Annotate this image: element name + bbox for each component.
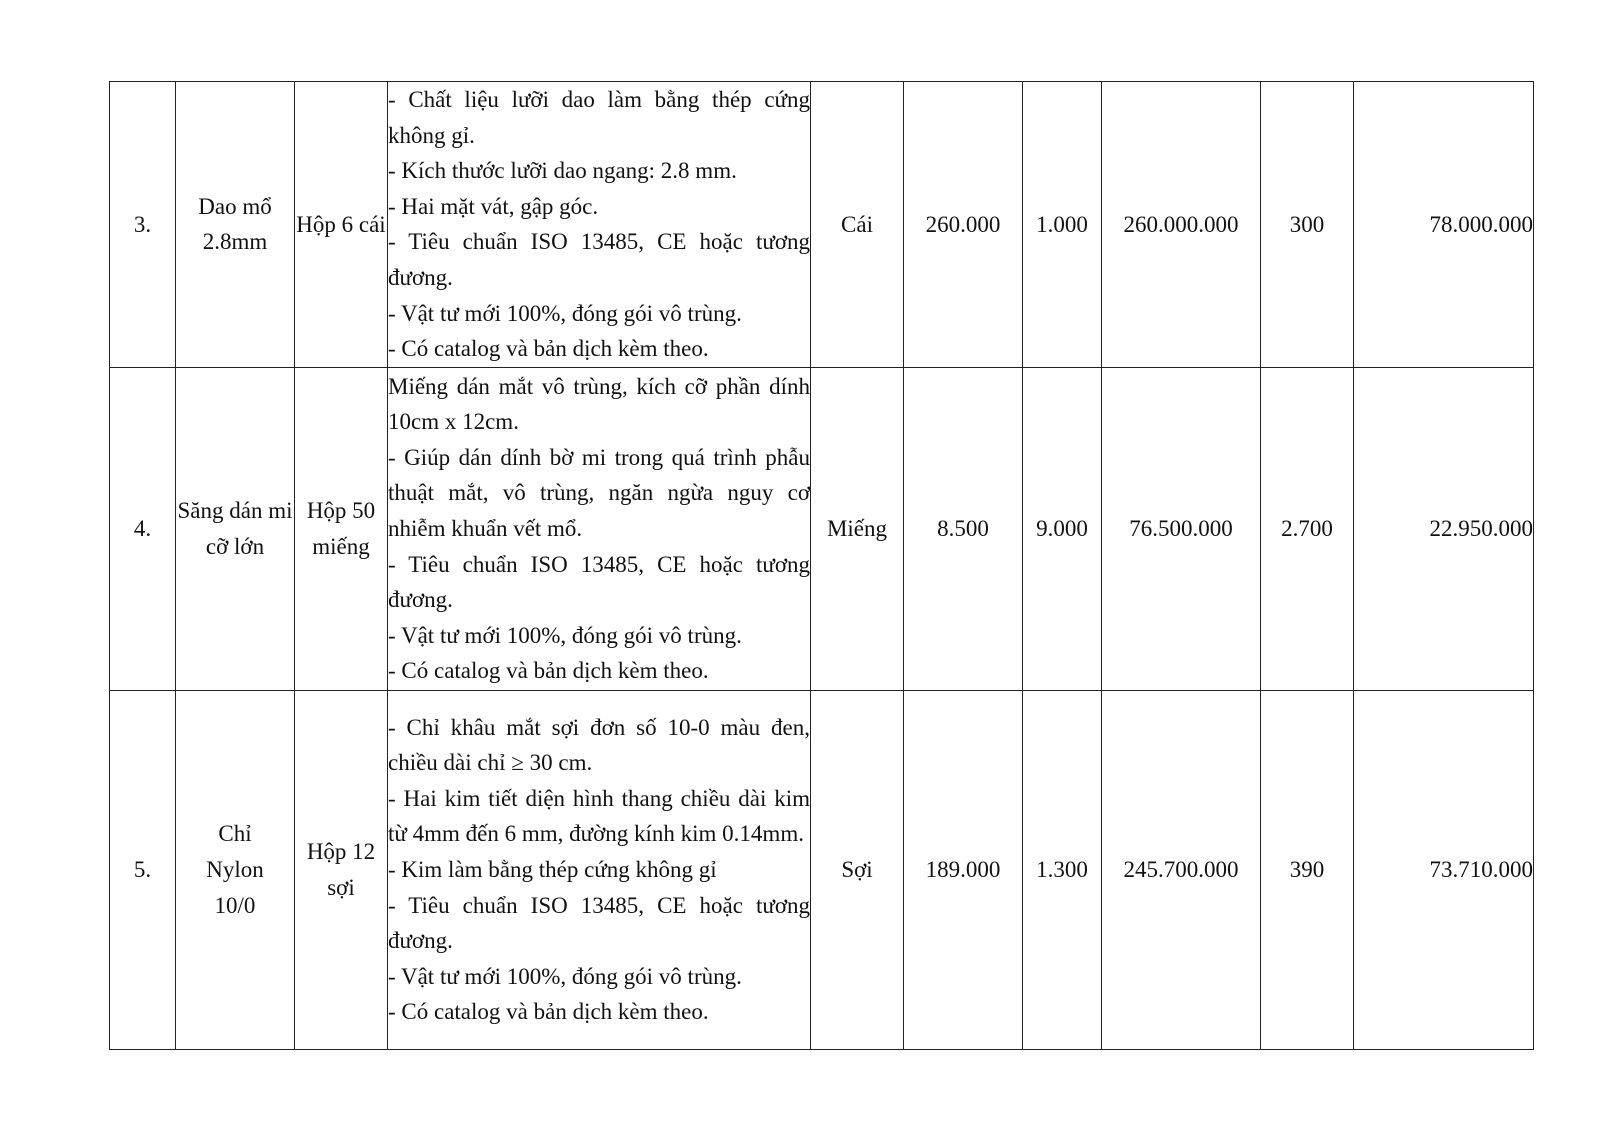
- item-unit: Miếng: [811, 367, 904, 690]
- item-quantity: 1.300: [1023, 690, 1102, 1049]
- description-line: - Vật tư mới 100%, đóng gói vô trùng.: [388, 300, 742, 326]
- item-quantity-2: 2.700: [1261, 367, 1354, 690]
- item-total: 76.500.000: [1102, 367, 1261, 690]
- item-unit-price: 189.000: [904, 690, 1023, 1049]
- item-packing: Hộp 6 cái: [295, 82, 388, 368]
- item-total: 260.000.000: [1102, 82, 1261, 368]
- description-line: Miếng dán mắt vô trùng, kích cỡ phần dính 10cm x 12cm.: [388, 373, 810, 435]
- table-row: [110, 82, 1534, 368]
- item-total: 245.700.000: [1102, 690, 1261, 1049]
- description-line: - Kích thước lưỡi dao ngang: 2.8 mm.: [388, 158, 737, 184]
- item-packing: Hộp 12 sợi: [295, 690, 388, 1049]
- row-number: 4.: [110, 367, 176, 690]
- item-description: [388, 82, 811, 368]
- item-unit: Cái: [811, 82, 904, 368]
- description-line: - Hai mặt vát, gập góc.: [388, 193, 599, 219]
- description-line: - Có catalog và bản dịch kèm theo.: [388, 658, 709, 684]
- description-line: - Vật tư mới 100%, đóng gói vô trùng.: [388, 622, 742, 648]
- description-line: - Vật tư mới 100%, đóng gói vô trùng.: [388, 963, 742, 989]
- description-line: - Giúp dán dính bờ mi trong quá trình phẫu thuật mắt, vô trùng, ngăn ngừa nguy cơ nhiễm khuẩn vết mổ.: [388, 444, 810, 541]
- description-line: - Tiêu chuẩn ISO 13485, CE hoặc tương đương.: [388, 229, 810, 290]
- table-row: [110, 367, 1534, 690]
- description-line: - Tiêu chuẩn ISO 13485, CE hoặc tương đương.: [388, 551, 810, 613]
- item-unit-price: 260.000: [904, 82, 1023, 368]
- description-line: - Kim làm bằng thép cứng không gỉ: [388, 856, 717, 882]
- item-unit: Sợi: [811, 690, 904, 1049]
- description-line: - Chất liệu lưỡi dao làm bằng thép cứng không gỉ.: [388, 87, 810, 148]
- item-amount-2: 73.710.000: [1354, 690, 1534, 1049]
- item-quantity: 1.000: [1023, 82, 1102, 368]
- description-line: - Có catalog và bản dịch kèm theo.: [388, 999, 709, 1025]
- item-unit-price: 8.500: [904, 367, 1023, 690]
- description-line: - Có catalog và bản dịch kèm theo.: [388, 336, 709, 362]
- item-quantity-2: 300: [1261, 82, 1354, 368]
- item-description: [388, 690, 811, 1049]
- item-quantity: 9.000: [1023, 367, 1102, 690]
- table-row: [110, 690, 1534, 1049]
- procurement-table: [109, 81, 1534, 1050]
- item-name: Dao mổ 2.8mm: [176, 82, 295, 368]
- item-quantity-2: 390: [1261, 690, 1354, 1049]
- description-line: - Tiêu chuẩn ISO 13485, CE hoặc tương đương.: [388, 892, 810, 954]
- description-line: - Hai kim tiết diện hình thang chiều dài kim từ 4mm đến 6 mm, đường kính kim 0.14mm.: [388, 785, 810, 847]
- item-packing: Hộp 50 miếng: [295, 367, 388, 690]
- item-name: Săng dán mi cỡ lớn: [176, 367, 295, 690]
- description-line: - Chỉ khâu mắt sợi đơn số 10-0 màu đen, chiều dài chỉ ≥ 30 cm.: [388, 714, 810, 776]
- item-description: [388, 367, 811, 690]
- item-name: Chỉ Nylon 10/0: [176, 690, 295, 1049]
- item-amount-2: 78.000.000: [1354, 82, 1534, 368]
- row-number: 3.: [110, 82, 176, 368]
- row-number: 5.: [110, 690, 176, 1049]
- item-amount-2: 22.950.000: [1354, 367, 1534, 690]
